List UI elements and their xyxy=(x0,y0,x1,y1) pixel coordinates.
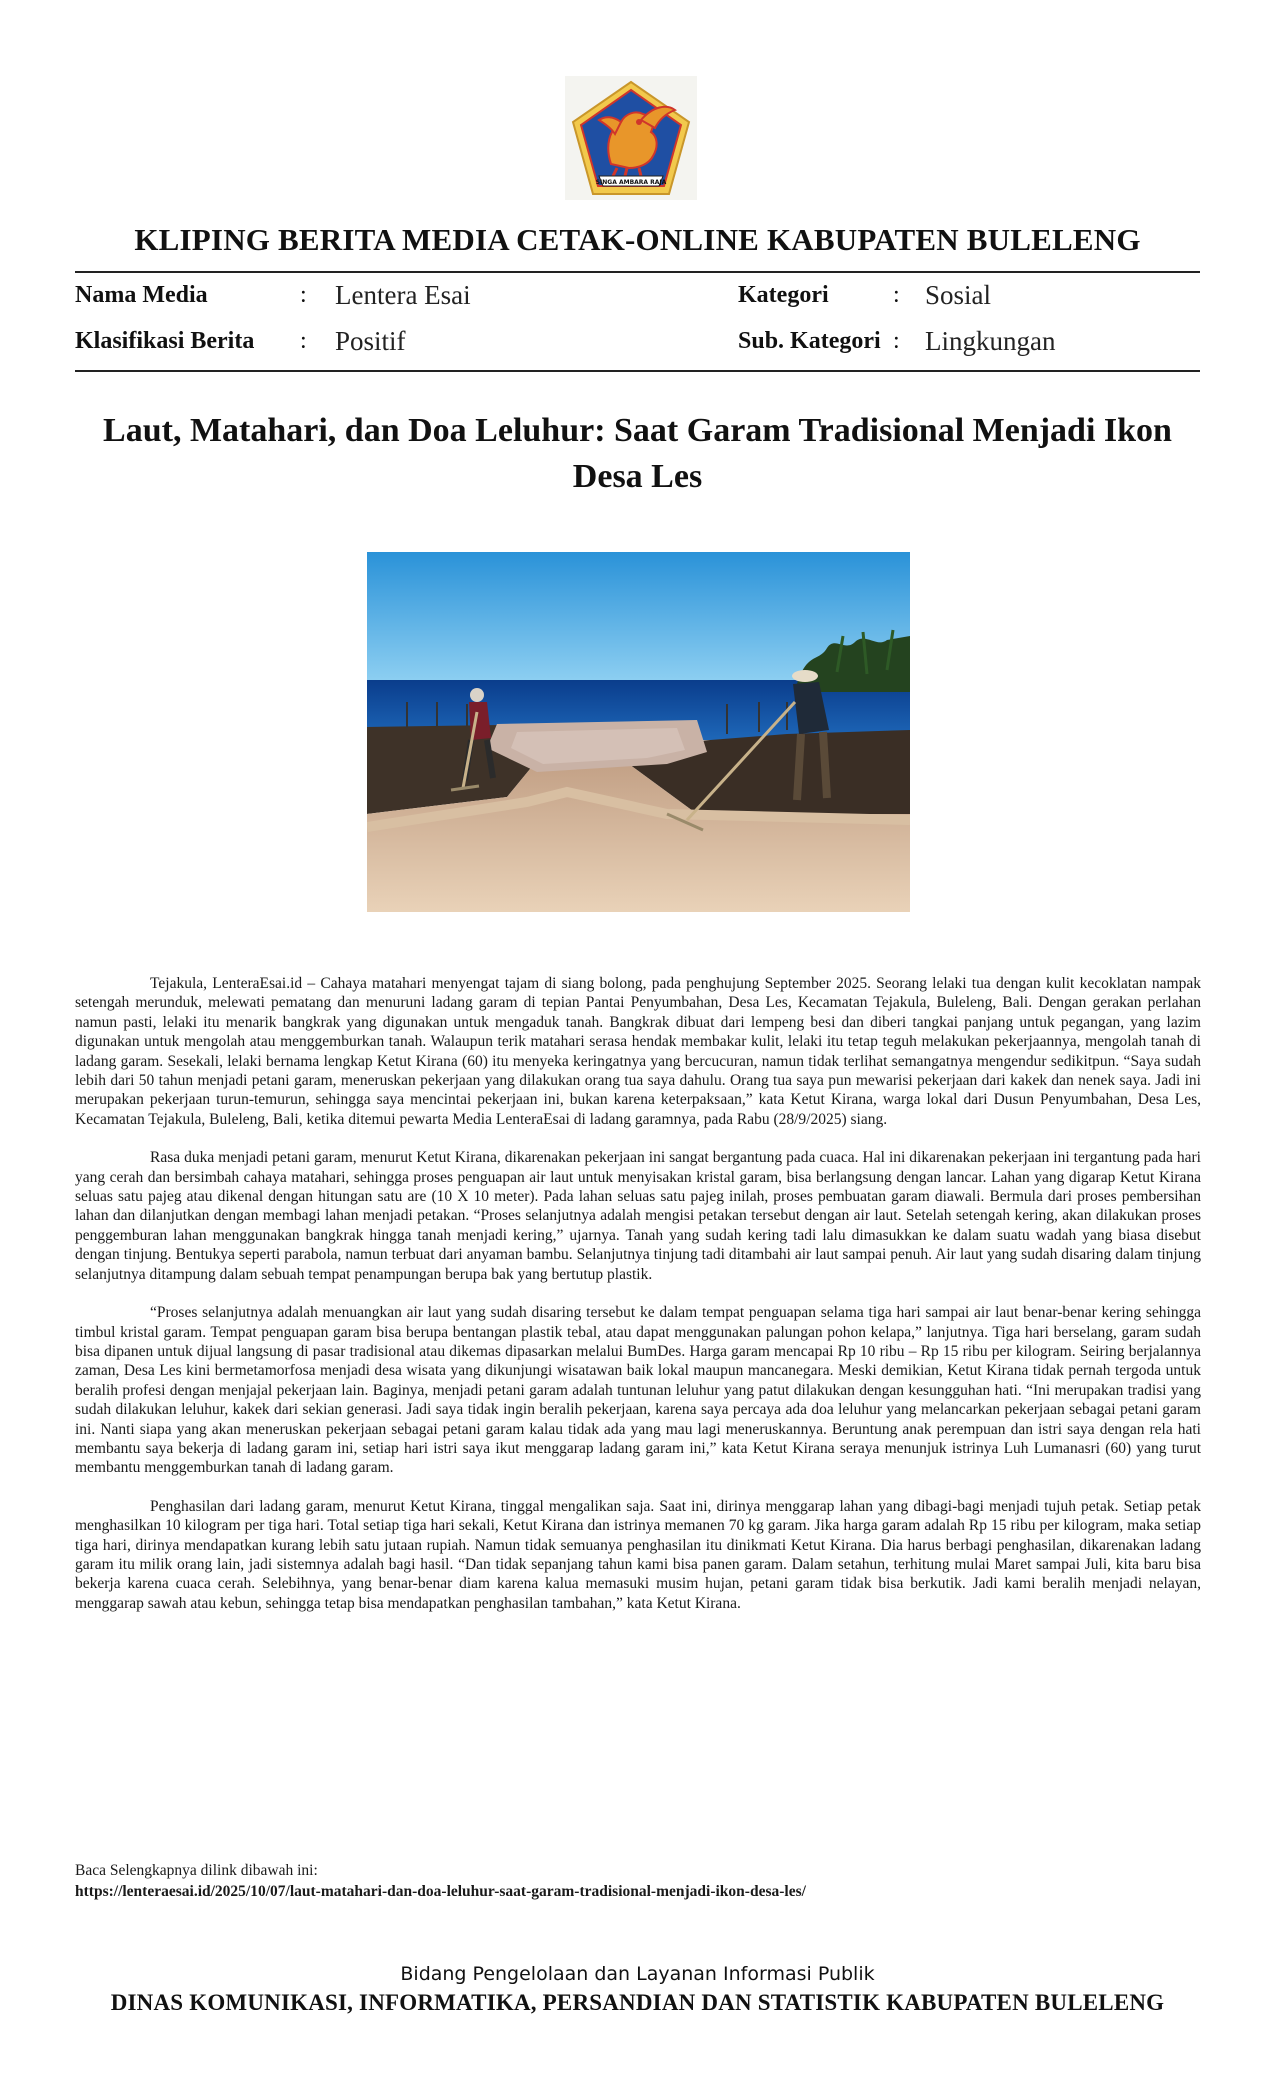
readmore-label: Baca Selengkapnya dilink dibawah ini: xyxy=(75,1862,318,1879)
singa-ambara-raja-emblem-icon xyxy=(565,76,697,200)
article-paragraph: Rasa duka menjadi petani garam, menurut Ketut Kirana, dikarenakan pekerjaan ini sangat bergantung pada cuaca. Hal ini dikarenakan pekerjaan ini tergantung pada hari yang cerah dan bersimbah cahaya matahari, sehingga proses penguapan air laut untuk menyisakan kristal garam, bisa berlangsung dengan lancar. Lahan yang digarap Ketut Kirana seluas satu pajeg atau dikenal dengan hitungan satu are (10 X 10 meter). Pada lahan seluas satu pajeg inilah, proses pembuatan garam diawali. Bermula dari proses pembersihan lahan dan dilanjutkan dengan membagi lahan menjadi petakan. “Proses selanjutnya adalah mengisi petakan tersebut dengan air laut. Setelah setengah kering, akan dilakukan proses penggemburan lahan menggunakan bangkrak hingga tanah menjadi kering,” ujarnya. Tanah yang sudah kering tadi lalu dimasukkan ke dalam suatu wadah yang biasa disebut dengan tinjung. Bentukya seperti parabola, namun terbuat dari anyaman bambu. Selanjutnya tinjung tadi ditambahi air laut sampai penuh. Air laut yang sudah disaring dalam tinjung selanjutnya ditampung dalam sebuah tempat penampungan berupa bak yang bertutup plastik. xyxy=(75,1149,1201,1283)
emblem-caption: SINGA AMBARA RAJA xyxy=(595,179,667,186)
readmore-link[interactable]: https://lenteraesai.id/2025/10/07/laut-matahari-dan-doa-leluhur-saat-garam-tradisional-menjadi-ikon-desa-les/ xyxy=(75,1883,806,1900)
nama-media-colon: : xyxy=(300,282,307,308)
article-paragraph: Penghasilan dari ladang garam, menurut Ketut Kirana, tinggal mengalikan saja. Saat ini, dirinya menggarap lahan yang dibagi-bagi menjadi tujuh petak. Setiap petak menghasilkan 10 kilogram per tiga hari. Total setiap tiga hari sekali, Ketut Kirana dan istrinya memanen 70 kg garam. Jika harga garam adalah Rp 15 ribu per kilogram, maka setiap tiga hari, dirinya mendapatkan kurang lebih satu jutaan rupiah. Namun tidak semuanya penghasilan itu dinikmati Ketut Kirana. Dia harus berbagi penghasilan, dikarenakan ladang garam itu milik orang lain, jadi sistemnya adalah bagi hasil. “Dan tidak sepanjang tahun kami bisa panen garam. Dalam setahun, terhitung mulai Maret sampai Juli, kita baru bisa bekerja karena cuaca cerah. Selebihnya, yang benar-benar diam karena kalua memasuki musim hujan, petani garam tidak bisa berkutik. Jadi kami beralih menjadi nelayan, menggarap sawah atau kebun, sehingga tetap bisa mendapatkan penghasilan tambahan,” kata Ketut Kirana. xyxy=(75,1497,1201,1612)
nama-media-value: Lentera Esai xyxy=(335,280,471,310)
readmore-block xyxy=(75,1860,806,1902)
klasifikasi-colon: : xyxy=(300,328,307,354)
article-title: Laut, Matahari, dan Doa Leluhur: Saat Garam Tradisional Menjadi Ikon Desa Les xyxy=(103,412,1172,495)
kategori-colon: : xyxy=(893,282,900,308)
article-paragraph: “Proses selanjutnya adalah menuangkan air laut yang sudah disaring tersebut ke dalam tempat penguapan selama tiga hari sampai air laut benar-benar kering sehingga timbul kristal garam. Tempat penguapan garam bisa berupa bentangan plastik tebal, atau dapat menggunakan palungan pohon kelapa,” lanjutnya. Tiga hari berselang, garam sudah bisa dipanen untuk dijual langsung di pasar tradisional atau dikemas dipasarkan melalui BumDes. Harga garam mencapai Rp 10 ribu – Rp 15 ribu per kilogram. Seiring berjalannya zaman, Desa Les kini bermetamorfosa menjadi desa wisata yang dikunjungi wisatawan baik lokal maupun mancanegara. Meski demikian, Ketut Kirana tidak pernah tergoda untuk beralih profesi dengan menjajal pekerjaan lain. Baginya, menjadi petani garam adalah tuntunan leluhur yang patut dilakukan dengan kesungguhan hati. “Ini merupakan tradisi yang sudah dilakukan leluhur, kakek dari sekian generasi. Jadi saya tidak ingin beralih pekerjaan, karena saya percaya ada doa leluhur yang melancarkan pekerjaan sebagai petani garam ini. Nanti siapa yang akan meneruskan pekerjaan sebagai petani garam kalau tidak ada yang mau lagi meneruskannya. Beruntung anak perempuan dan istri saya dengan rela hati membantu saya bekerja di ladang garam ini, setiap hari istri saya ikut menggarap ladang garam ini,” kata Ketut Kirana seraya menunjuk istrinya Luh Lumanasri (60) yang turut membantu menggemburkan tanah di ladang garam. xyxy=(75,1304,1201,1477)
kategori-value: Sosial xyxy=(925,280,992,310)
nama-media-label: Nama Media xyxy=(75,282,208,308)
article-paragraph: Tejakula, LenteraEsai.id – Cahaya matahari menyengat tajam di siang bolong, pada penghujung September 2025. Seorang lelaki tua dengan kulit kecoklatan nampak setengah merunduk, melewati pematang dan menuruni ladang garam di tepian Pantai Penyumbahan, Desa Les, Kecamatan Tejakula, Buleleng, Bali. Dengan gerakan perlahan namun pasti, lelaki itu menarik bangkrak yang digunakan untuk mengaduk tanah. Bangkrak dibuat dari lempeng besi dan diberi tangkai panjang untuk pegangan, yang lazim digunakan untuk mengolah atau menggemburkan tanah. Walaupun terik matahari serasa hendak membakar kulit, lelaki itu tetap teguh melakukan pekerjaannya, mengolah tanah di ladang garam. Sesekali, lelaki bernama lengkap Ketut Kirana (60) itu menyeka keringatnya yang bercucuran, namun tidak terlihat semangatnya mengendur sedikitpun. “Saya sudah lebih dari 50 tahun menjadi petani garam, meneruskan pekerjaan yang dilakukan orang tua saya dahulu. Orang tua saya pun mewarisi pekerjaan dari kakek dan nenek saya. Jadi ini merupakan pekerjaan turun-temurun, sehingga saya mencintai pekerjaan ini, bukan karena keterpaksaan,” kata Ketut Kirana, warga lokal dari Dusun Penyumbahan, Desa Les, Kecamatan Tejakula, Buleleng, Bali, ketika ditemui pewarta Media LenteraEsai di ladang garamnya, pada Rabu (28/9/2025) siang. xyxy=(75,975,1201,1128)
salt-field-photo xyxy=(367,552,910,912)
header-divider-bottom xyxy=(75,370,1200,372)
sub-kategori-label: Sub. Kategori xyxy=(738,328,881,354)
footer-agency: DINAS KOMUNIKASI, INFORMATIKA, PERSANDIAN DAN STATISTIK KABUPATEN BULELENG xyxy=(110,1990,1165,2015)
klasifikasi-label: Klasifikasi Berita xyxy=(75,328,255,354)
sub-kategori-value: Lingkungan xyxy=(925,326,1056,356)
article-body xyxy=(75,974,1201,1632)
page-header-title: KLIPING BERITA MEDIA CETAK-ONLINE KABUPATEN BULELENG xyxy=(134,222,1141,257)
klasifikasi-value: Positif xyxy=(335,326,406,356)
header-divider-top xyxy=(75,271,1200,273)
sub-kategori-colon: : xyxy=(893,328,900,354)
kategori-label: Kategori xyxy=(738,282,829,308)
footer-department: Bidang Pengelolaan dan Layanan Informasi Publik xyxy=(400,1963,875,1985)
